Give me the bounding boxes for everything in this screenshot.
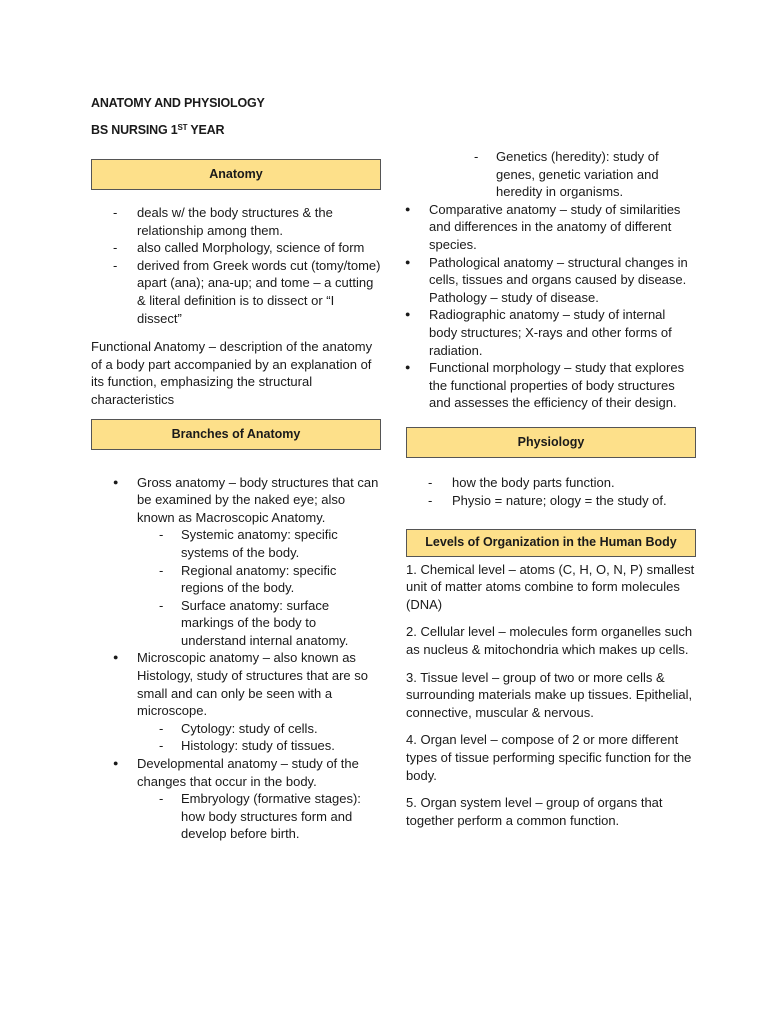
levels-list <box>406 561 696 830</box>
developmental-anatomy-text: Developmental anatomy – study of the changes that occur in the body. <box>137 756 359 789</box>
branches-heading: Branches of Anatomy <box>91 419 381 450</box>
list-item: ● Functional morphology – study that explores the functional properties of body structures and assesses the efficiency of their design. <box>383 359 696 412</box>
gross-anatomy-text: Gross anatomy – body structures that can be examined by the naked eye; also known as Macroscopic Anatomy. <box>137 474 379 525</box>
microscopic-sub-list <box>137 720 381 755</box>
level-item: 5. Organ system level – group of organs that together perform a common function. <box>406 795 663 828</box>
anatomy-heading: Anatomy <box>91 159 381 190</box>
anatomy-points <box>91 204 381 327</box>
list-item: - how the body parts function. <box>406 474 696 492</box>
left-column <box>91 159 381 843</box>
list-item <box>91 755 381 843</box>
list-item: - Cytology: study of cells. <box>137 720 381 738</box>
list-item: - deals w/ the body structures & the relationship among them. <box>91 204 381 239</box>
list-item <box>91 649 381 755</box>
microscopic-anatomy-text: Microscopic anatomy – also known as Histology, study of structures that are so small and can only be seen with a microscope. <box>137 650 368 719</box>
course-year <box>91 123 224 137</box>
developmental-sub-list-continued <box>452 148 696 201</box>
level-item: 4. Organ level – compose of 2 or more different types of tissue performing specific function for the body. <box>406 732 692 783</box>
list-item: - also called Morphology, science of form <box>91 239 381 257</box>
gross-sub-list <box>137 526 381 649</box>
list-item: - Genetics (heredity): study of genes, genetic variation and heredity in organisms. <box>452 148 696 201</box>
list-item: ● Comparative anatomy – study of similarities and differences in the anatomy of different species. <box>383 201 696 254</box>
functional-anatomy-paragraph: Functional Anatomy – description of the anatomy of a body part accompanied by an explanation of its function, emphasizing the structural characteristics <box>91 339 373 407</box>
level-item: 3. Tissue level – group of two or more cells & surrounding materials make up tissues. Epithelial, connective, muscular & nervous. <box>406 669 693 720</box>
list-item: - Systemic anatomy: specific systems of the body. <box>137 526 381 561</box>
list-item: - derived from Greek words cut (tomy/tome) apart (ana); ana-up; and tome – a cutting & literal definition is to dissect or “I dissect” <box>91 257 381 327</box>
course-superscript: ST <box>177 123 188 132</box>
physiology-heading: Physiology <box>406 427 696 458</box>
list-item: - Physio = nature; ology = the study of. <box>406 492 696 510</box>
level-item: 1. Chemical level – atoms (C, H, O, N, P) smallest unit of matter atoms combine to form molecules (DNA) <box>406 561 695 612</box>
list-item: - Surface anatomy: surface markings of the body to understand internal anatomy. <box>137 597 381 650</box>
list-item <box>91 474 381 650</box>
right-column <box>406 148 696 829</box>
document-title: ANATOMY AND PHYSIOLOGY <box>91 96 265 110</box>
branches-list <box>91 474 381 843</box>
levels-heading: Levels of Organization in the Human Body <box>406 529 696 557</box>
list-item: ● Pathological anatomy – structural changes in cells, tissues and organs caused by disease. Pathology – study of disease. <box>383 254 696 307</box>
list-item: - Histology: study of tissues. <box>137 737 381 755</box>
course-prefix: BS NURSING 1 <box>91 123 178 137</box>
course-suffix: YEAR <box>187 123 225 137</box>
list-item: ● Radiographic anatomy – study of internal body structures; X-rays and other forms of radiation. <box>383 306 696 359</box>
other-branches-list <box>383 201 696 412</box>
developmental-sub-list <box>137 790 381 843</box>
physiology-points <box>406 474 696 509</box>
list-item: - Embryology (formative stages): how body structures form and develop before birth. <box>137 790 381 843</box>
level-item: 2. Cellular level – molecules form organelles such as nucleus & mitochondria which makes up cells. <box>406 624 693 657</box>
list-item: - Regional anatomy: specific regions of the body. <box>137 562 381 597</box>
